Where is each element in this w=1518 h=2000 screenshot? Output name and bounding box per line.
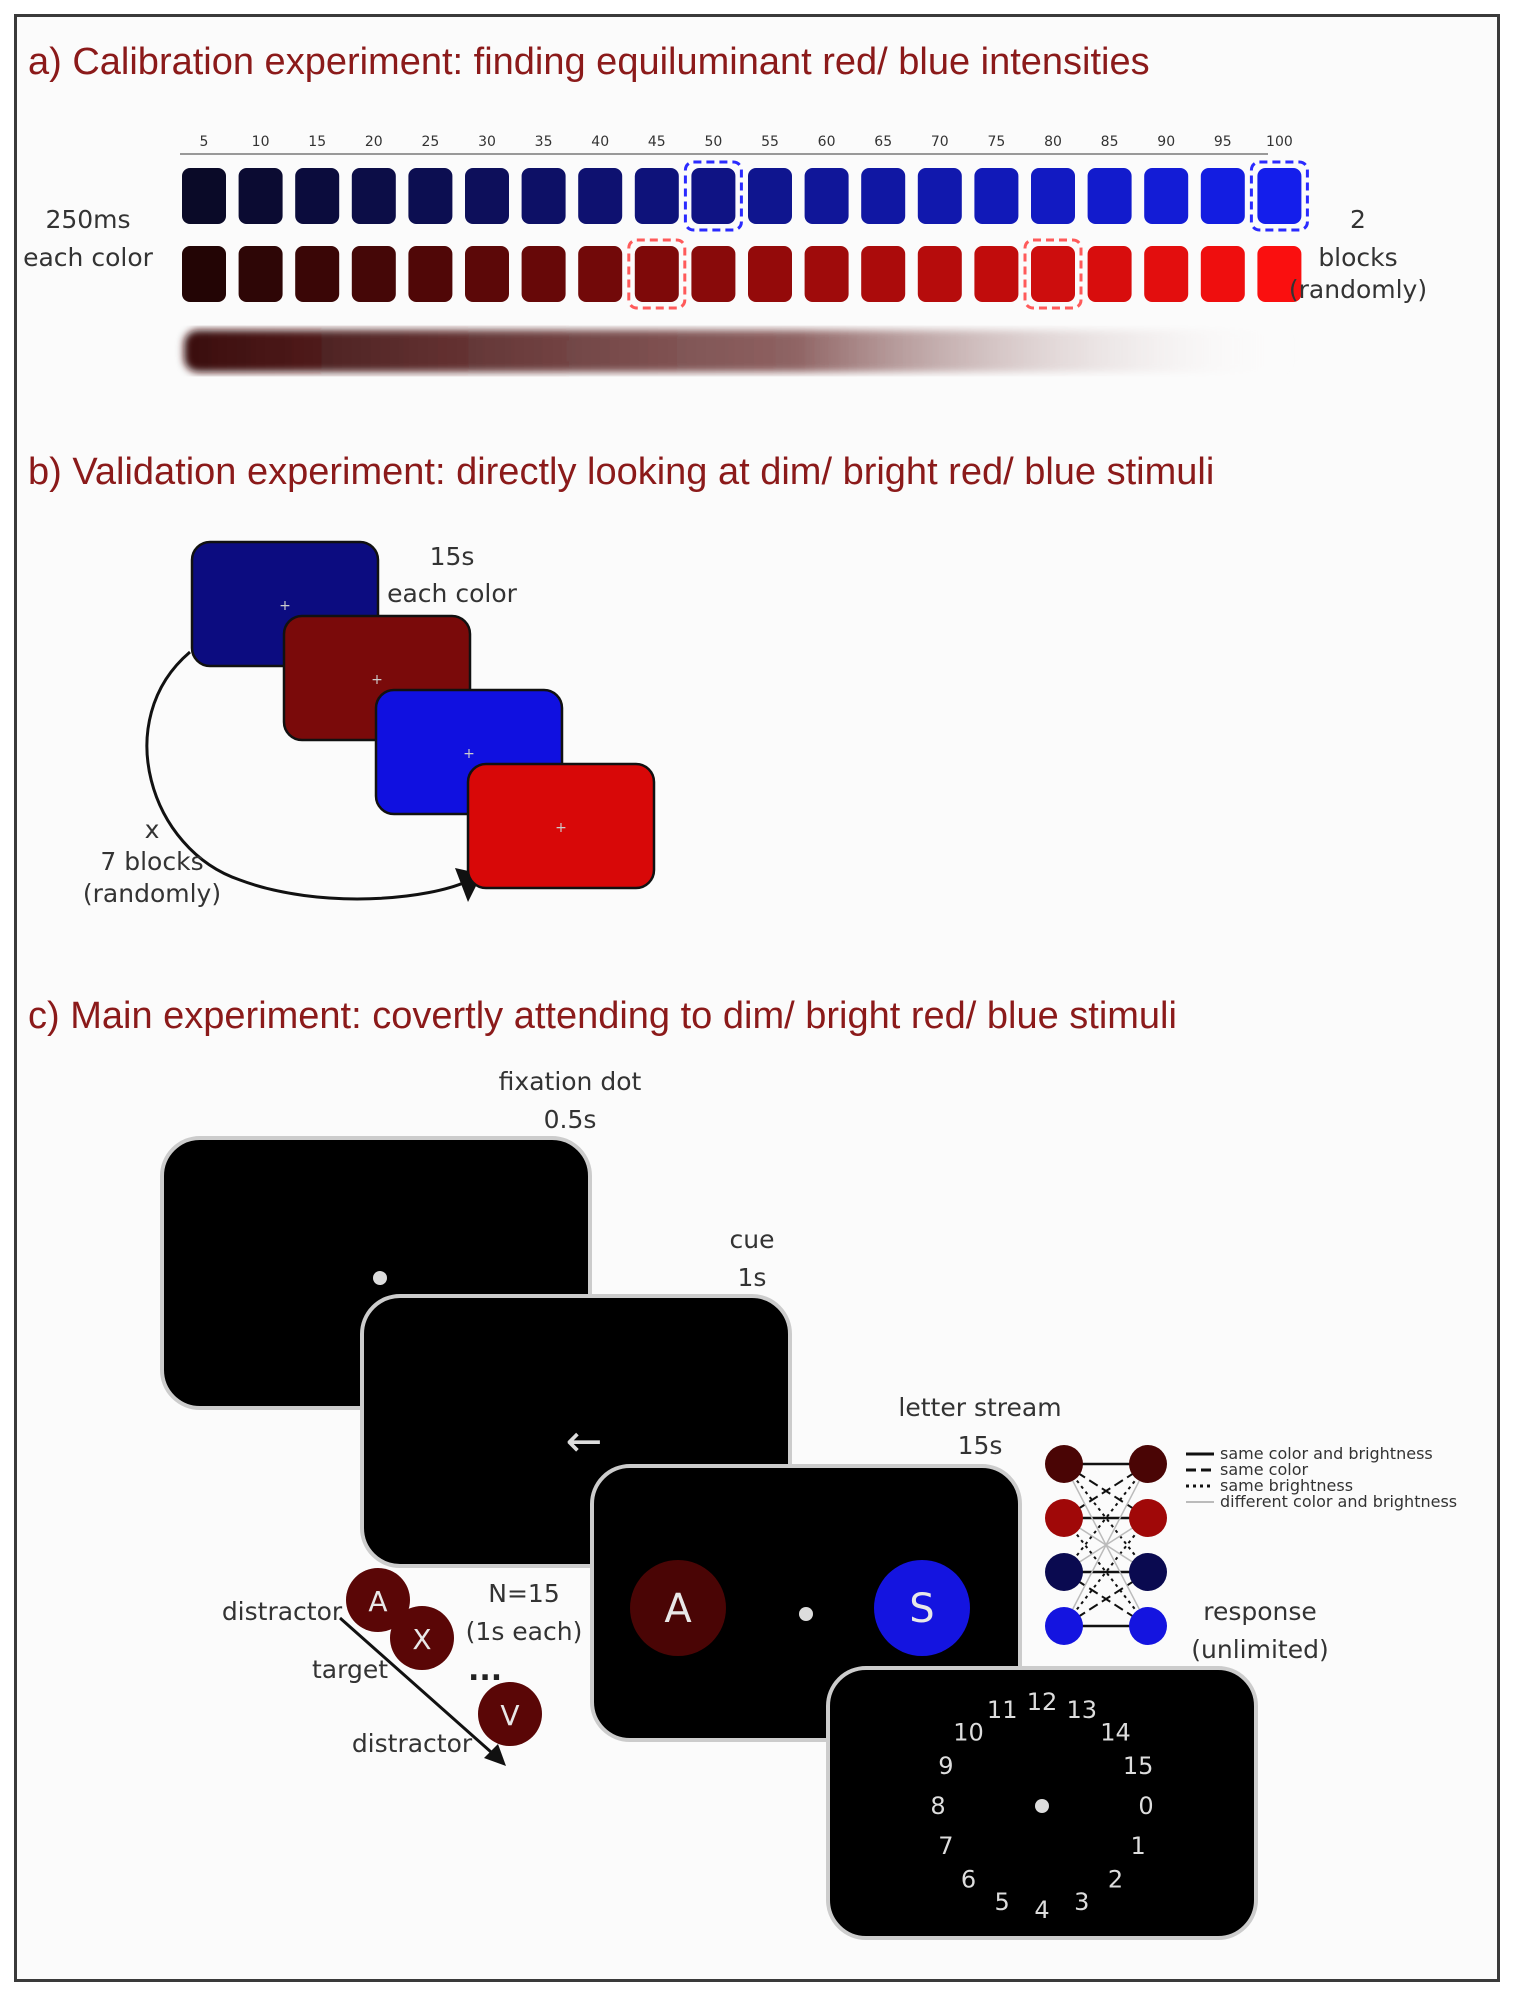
legend-label-brightness: same brightness — [1220, 1476, 1354, 1495]
blue-square-90 — [1144, 168, 1188, 224]
red-square-25 — [408, 246, 452, 302]
red-square-70 — [918, 246, 962, 302]
legend-label-different: different color and brightness — [1220, 1492, 1458, 1511]
blue-square-55 — [748, 168, 792, 224]
intensity-tick-40: 40 — [591, 134, 610, 150]
blue-square-20 — [352, 168, 396, 224]
cue-arrow-icon: ← — [565, 1416, 603, 1467]
validation-duration-sublabel: each color — [387, 579, 517, 608]
section-a-title: a) Calibration experiment: finding equiluminant red/ blue intensities — [28, 41, 1150, 83]
blue-square-60 — [805, 168, 849, 224]
calibration-duration-label: 250ms — [45, 205, 131, 234]
stream-left-letter: A — [664, 1586, 692, 1632]
disc-right-dim-red — [1129, 1445, 1167, 1483]
blue-square-30 — [465, 168, 509, 224]
validation-repeat-count: 7 blocks — [100, 847, 204, 876]
luminance-gradient-bar — [184, 330, 1294, 372]
calibration-duration-sublabel: each color — [23, 243, 153, 272]
blue-square-45 — [635, 168, 679, 224]
pairing-diagram — [1045, 1445, 1167, 1645]
clock-number-10: 10 — [953, 1718, 984, 1747]
clock-number-11: 11 — [986, 1695, 1018, 1724]
legend-label-color: same color — [1220, 1460, 1309, 1479]
red-square-30 — [465, 246, 509, 302]
seq-letter-1: A — [368, 1585, 388, 1618]
clock-number-0: 0 — [1138, 1792, 1154, 1820]
legend-label-same: same color and brightness — [1220, 1444, 1433, 1463]
clock-number-14: 14 — [1100, 1718, 1131, 1747]
distractor-label-top: distractor — [221, 1597, 343, 1626]
red-square-40 — [578, 246, 622, 302]
n-letters-duration: (1s each) — [465, 1617, 583, 1646]
blue-square-85 — [1088, 168, 1132, 224]
red-square-95 — [1201, 246, 1245, 302]
intensity-tick-70: 70 — [930, 134, 949, 150]
clock-number-2: 2 — [1107, 1865, 1124, 1894]
blue-square-95 — [1201, 168, 1245, 224]
cue-duration: 1s — [737, 1263, 767, 1292]
section-c-title: c) Main experiment: covertly attending to dim/ bright red/ blue stimuli — [28, 995, 1177, 1037]
disc-left-dim-blue — [1045, 1553, 1083, 1591]
red-square-5 — [182, 246, 226, 302]
blue-square-15 — [295, 168, 339, 224]
clock-number-4: 4 — [1034, 1896, 1050, 1924]
disc-right-bright-blue — [1129, 1607, 1167, 1645]
intensity-tick-95: 95 — [1213, 134, 1232, 150]
intensity-tick-5: 5 — [199, 134, 209, 150]
clock-number-13: 13 — [1066, 1695, 1098, 1724]
stream-label: letter stream — [898, 1393, 1062, 1422]
intensity-tick-15: 15 — [308, 134, 327, 150]
clock-number-12: 12 — [1026, 1688, 1058, 1716]
intensity-tick-30: 30 — [478, 134, 496, 150]
clock-number-15: 15 — [1122, 1752, 1154, 1781]
red-square-50 — [691, 246, 735, 302]
calibration-blocks-count: 2 — [1350, 205, 1366, 234]
red-intensity-row — [182, 240, 1301, 308]
clock-number-7: 7 — [938, 1831, 954, 1860]
clock-number-5: 5 — [994, 1888, 1010, 1917]
intensity-tick-75: 75 — [987, 134, 1006, 150]
disc-left-dim-red — [1045, 1445, 1083, 1483]
intensity-tick-50: 50 — [704, 134, 723, 150]
intensity-tick-85: 85 — [1100, 134, 1119, 150]
intensity-tick-45: 45 — [647, 134, 666, 150]
intensity-tick-10: 10 — [251, 134, 270, 150]
blue-square-5 — [182, 168, 226, 224]
clock-number-1: 1 — [1130, 1831, 1146, 1860]
validation-duration-label: 15s — [429, 542, 475, 571]
clock-number-9: 9 — [938, 1752, 954, 1781]
n-letters-label: N=15 — [488, 1579, 560, 1608]
stream-right-letter: S — [909, 1586, 935, 1632]
blue-square-10 — [239, 168, 283, 224]
disc-left-bright-red — [1045, 1499, 1083, 1537]
validation-fixation-cross-bright-blue: + — [463, 746, 475, 762]
intensity-tick-labels — [200, 134, 1293, 150]
intensity-tick-90: 90 — [1157, 134, 1176, 150]
clock-number-8: 8 — [930, 1792, 946, 1820]
response-label: response — [1203, 1597, 1317, 1626]
validation-fixation-cross-bright-red: + — [555, 820, 567, 836]
seq-letter-3: V — [500, 1699, 520, 1732]
validation-repeat-note: (randomly) — [82, 879, 222, 908]
response-duration: (unlimited) — [1191, 1635, 1329, 1664]
blue-square-80 — [1031, 168, 1075, 224]
intensity-tick-55: 55 — [761, 134, 779, 150]
fixation-dot — [373, 1271, 387, 1285]
pairing-legend — [1186, 1444, 1457, 1511]
intensity-tick-35: 35 — [534, 134, 553, 150]
blue-square-75 — [974, 168, 1018, 224]
intensity-tick-25: 25 — [421, 134, 440, 150]
red-square-45 — [635, 246, 679, 302]
target-label: target — [311, 1655, 389, 1684]
red-square-75 — [974, 246, 1018, 302]
disc-right-bright-red — [1129, 1499, 1167, 1537]
red-square-20 — [352, 246, 396, 302]
fixation-duration: 0.5s — [543, 1105, 597, 1134]
blue-square-65 — [861, 168, 905, 224]
blue-intensity-row — [182, 162, 1307, 230]
clock-number-3: 3 — [1074, 1888, 1090, 1917]
red-square-65 — [861, 246, 905, 302]
red-square-60 — [805, 246, 849, 302]
disc-left-bright-blue — [1045, 1607, 1083, 1645]
clock-number-6: 6 — [960, 1865, 977, 1894]
stream-fixation-dot — [799, 1607, 813, 1621]
blue-square-35 — [522, 168, 566, 224]
cue-label: cue — [729, 1225, 775, 1254]
validation-fixation-cross-dim-blue: + — [279, 598, 291, 614]
red-square-55 — [748, 246, 792, 302]
red-square-15 — [295, 246, 339, 302]
seq-ellipsis: ... — [468, 1653, 503, 1688]
blue-square-40 — [578, 168, 622, 224]
intensity-tick-60: 60 — [817, 134, 836, 150]
seq-letter-2: X — [412, 1623, 432, 1656]
response-fixation-dot — [1035, 1799, 1049, 1813]
distractor-label-bottom: distractor — [351, 1729, 473, 1758]
validation-repeat-symbol: x — [144, 815, 160, 844]
blue-square-25 — [408, 168, 452, 224]
validation-fixation-cross-dim-red: + — [371, 672, 383, 688]
section-b-title: b) Validation experiment: directly looking at dim/ bright red/ blue stimuli — [28, 451, 1215, 493]
red-square-85 — [1088, 246, 1132, 302]
intensity-tick-100: 100 — [1266, 134, 1293, 150]
blue-square-50 — [691, 168, 735, 224]
disc-right-dim-blue — [1129, 1553, 1167, 1591]
calibration-blocks-note: (randomly) — [1288, 275, 1428, 304]
red-square-10 — [239, 246, 283, 302]
calibration-blocks-label: blocks — [1318, 243, 1398, 272]
red-square-35 — [522, 246, 566, 302]
blue-square-70 — [918, 168, 962, 224]
intensity-tick-65: 65 — [874, 134, 893, 150]
stream-duration: 15s — [957, 1431, 1003, 1460]
intensity-tick-20: 20 — [364, 134, 383, 150]
intensity-tick-80: 80 — [1044, 134, 1062, 150]
fixation-label: fixation dot — [498, 1067, 642, 1096]
red-square-90 — [1144, 246, 1188, 302]
blue-square-100 — [1257, 168, 1301, 224]
red-square-80 — [1031, 246, 1075, 302]
